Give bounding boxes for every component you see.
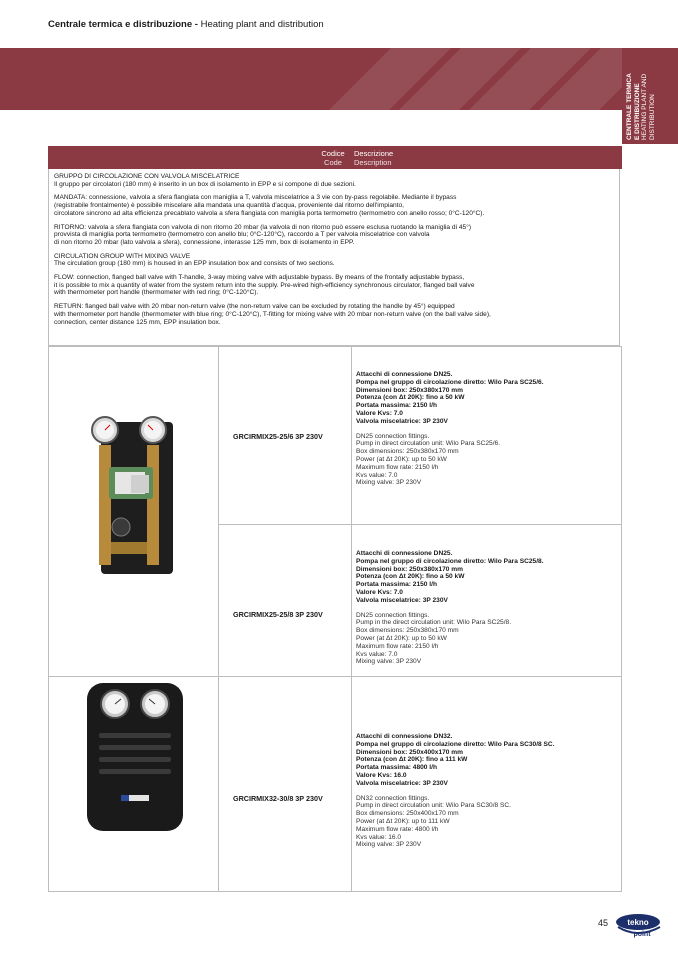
product-code-cell-3 xyxy=(218,676,352,892)
side-tab-line2: E DISTRIBUZIONE xyxy=(633,83,641,140)
product-table xyxy=(48,346,622,892)
intro-en-p3: RETURN: flanged ball valve with 20 mbar non-return valve (the non-return valve can be excluded by rotating the handle by 45°) equipped with thermometer port handle (thermometer with blue ring; 0°C-120°C), T-fitting for mixing valve with 20 mbar non-return valve (on the ball valve side), connection, center distance 125 mm, EPP insulation box. xyxy=(54,303,491,326)
desc-it-line: Attacchi di connessione DN25. xyxy=(356,371,453,378)
desc-en-line: Mixing valve: 3P 230V xyxy=(356,841,422,849)
product-desc-1 xyxy=(356,371,544,487)
product-desc-2 xyxy=(356,550,544,666)
product-code-2: GRCIRMIX25-25/8 3P 230V xyxy=(233,610,323,619)
product-code-cell-2 xyxy=(218,524,352,677)
description-column-header xyxy=(354,149,393,167)
desc-en-line: Kvs value: 16.0 xyxy=(356,833,402,841)
intro-en-p2: FLOW: connection, flanged ball valve with T-handle, 3-way mixing valve with adjustable bypass. By means of the frontally adjustable bypass, it is possible to mix a quantity of water from the system return into the supply. Pre-wired high-efficiency synchronous circulator, flanged ball valve with thermometer port handle (thermometer with red ring; 0°C-120°C). xyxy=(54,274,475,297)
desc-en-line: DN32 connection fittings. xyxy=(356,794,430,802)
desc-en-line: Box dimensions: 250x380x170 mm xyxy=(356,627,459,635)
desc-en-line: Mixing valve: 3P 230V xyxy=(356,479,422,487)
product-desc-cell-1 xyxy=(351,346,622,525)
product-code-3: GRCIRMIX32-30/8 3P 230V xyxy=(233,794,323,803)
desc-en-line: DN25 connection fittings. xyxy=(356,432,430,440)
intro-it-p3: RITORNO: valvola a sfera flangiata con valvola di non ritorno 20 mbar (la valvola di non ritorno può essere esclusa ruotando la maniglia di 45°) provvista di maniglia porta termometro (termometro con anello blu; 0°C-120°C), raccordo a T per valvola miscelatrice con valvola di non ritorno 20 mbar (lato valvola a sfera), connessione, interasse 125 mm, box di isolamento in EPP. xyxy=(54,223,472,246)
product-desc-cell-3 xyxy=(351,676,622,892)
product-desc-3 xyxy=(356,733,555,849)
desc-en-line: Box dimensions: 250x400x170 mm xyxy=(356,810,459,818)
desc-it-line: Pompa nel gruppo di circolazione diretto: Wilo Para SC30/8 SC. xyxy=(356,740,555,748)
side-tab-line1: CENTRALE TERMICA xyxy=(626,73,633,140)
desc-it-line: Valore Kvs: 7.0 xyxy=(356,409,403,417)
intro-en-title: CIRCULATION GROUP WITH MIXING VALVE xyxy=(54,252,191,260)
side-tab xyxy=(622,48,678,144)
header-title-rest: Heating plant and distribution xyxy=(197,19,324,30)
intro-it-p1: Il gruppo per circolatori (180 mm) è inserito in un box di isolamento in EPP e si compone di due sezioni. xyxy=(54,180,356,188)
product-code-cell-1 xyxy=(218,346,352,525)
svg-text:point: point xyxy=(633,931,651,938)
desc-en-line: Mixing valve: 3P 230V xyxy=(356,658,422,666)
product-image-cell-2 xyxy=(48,676,219,892)
desc-it-line: Attacchi di connessione DN25. xyxy=(356,550,453,557)
page-header xyxy=(48,19,324,30)
desc-it-line: Portata massima: 4800 l/h xyxy=(356,764,437,772)
table-header xyxy=(48,146,622,169)
side-tab-line3: HEATING PLANT AND xyxy=(641,73,648,140)
desc-it-line: Valvola miscelatrice: 3P 230V xyxy=(356,417,448,425)
desc-header-en: Description xyxy=(354,158,392,167)
mixing-group-photo-2 xyxy=(49,677,218,891)
svg-text:tekno: tekno xyxy=(627,918,649,927)
desc-en-line: Kvs value: 7.0 xyxy=(356,471,398,479)
desc-en-line: Kvs value: 7.0 xyxy=(356,650,398,658)
desc-it-line: Potenza (con Δt 20K): fino a 111 kW xyxy=(356,756,468,764)
teknopoint-logo xyxy=(612,912,664,938)
desc-en-line: Pump in direct circulation unit: Wilo Para SC30/8 SC. xyxy=(356,802,512,810)
product-code-1: GRCIRMIX25-25/6 3P 230V xyxy=(233,432,323,441)
desc-it-line: Pompa nel gruppo di circolazione diretto: Wilo Para SC25/6. xyxy=(356,378,544,386)
desc-it-line: Portata massima: 2150 l/h xyxy=(356,581,437,589)
side-tab-line4: DISTRIBUTION xyxy=(648,94,656,140)
mixing-group-photo-1 xyxy=(49,347,218,676)
intro-it-title: GRUPPO DI CIRCOLAZIONE CON VALVOLA MISCELATRICE xyxy=(54,173,240,180)
desc-en-line: Pump in direct circulation unit: Wilo Para SC25/6. xyxy=(356,440,501,448)
desc-en-line: Maximum flow rate: 2150 l/h xyxy=(356,642,439,650)
desc-en-line: Power (at Δt 20K): up to 50 kW xyxy=(356,634,447,642)
desc-en-line: Maximum flow rate: 4800 l/h xyxy=(356,825,439,833)
desc-en-line: Maximum flow rate: 2150 l/h xyxy=(356,463,439,471)
desc-it-line: Valvola miscelatrice: 3P 230V xyxy=(356,779,448,787)
intro-en-p1: The circulation group (180 mm) is housed in an EPP insulation box and consists of two sections. xyxy=(54,260,335,268)
desc-it-line: Dimensioni box: 250x400x170 mm xyxy=(356,748,464,756)
desc-it-line: Dimensioni box: 250x380x170 mm xyxy=(356,386,464,394)
desc-en-line: DN25 connection fittings. xyxy=(356,611,430,619)
desc-it-line: Valvola miscelatrice: 3P 230V xyxy=(356,596,448,604)
product-desc-cell-2 xyxy=(351,524,622,677)
desc-en-line: Pump in the direct circulation unit: Wilo Para SC25/8. xyxy=(356,619,512,627)
header-band xyxy=(0,48,622,110)
desc-it-line: Dimensioni box: 250x380x170 mm xyxy=(356,565,464,573)
desc-en-line: Power (at Δt 20K): up to 50 kW xyxy=(356,455,447,463)
product-image-cell-1 xyxy=(48,346,219,677)
desc-it-line: Potenza (con Δt 20K): fino a 50 kW xyxy=(356,573,465,581)
page-number: 45 xyxy=(598,918,609,928)
code-header-it: Codice xyxy=(321,149,345,158)
desc-en-line: Box dimensions: 250x380x170 mm xyxy=(356,448,459,456)
header-title-bold: Centrale termica e distribuzione - xyxy=(48,19,198,30)
desc-it-line: Pompa nel gruppo di circolazione diretto: Wilo Para SC25/8. xyxy=(356,557,544,565)
desc-it-line: Valore Kvs: 16.0 xyxy=(356,771,407,779)
desc-it-line: Attacchi di connessione DN32. xyxy=(356,733,453,740)
desc-it-line: Portata massima: 2150 l/h xyxy=(356,402,437,410)
product-intro xyxy=(48,169,620,346)
desc-en-line: Power (at Δt 20K): up to 111 kW xyxy=(356,817,450,825)
desc-header-it: Descrizione xyxy=(354,149,394,158)
intro-it-p2: MANDATA: connessione, valvola a sfera flangiata con maniglia a T, valvola miscelatrice a 3 vie con by-pass regolabile. Mediante il bypass (registrabile frontalmente) è possibile miscelare alla mandata una quantità d'acqua, proveniente dal ritorno dell'impianto, circolatore sincrono ad alta efficienza precablato valvola a sfera flangiata con maniglia porta termometro (termometro con anello rosso; 0°C-120°C). xyxy=(54,194,485,217)
desc-it-line: Valore Kvs: 7.0 xyxy=(356,588,403,596)
code-header-en: Code xyxy=(324,158,342,167)
desc-it-line: Potenza (con Δt 20K): fino a 50 kW xyxy=(356,394,465,402)
